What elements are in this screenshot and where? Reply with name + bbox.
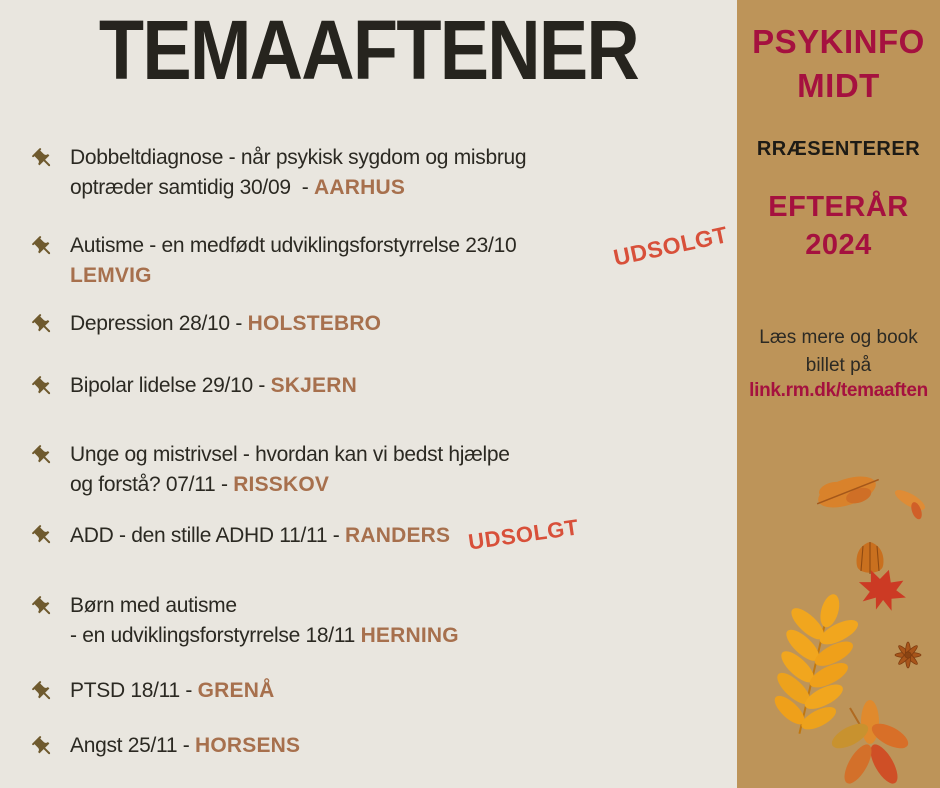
event-text <box>70 309 381 339</box>
pushpin-icon <box>28 144 58 174</box>
autumn-leaf-oak <box>812 468 883 515</box>
event-item <box>28 676 274 707</box>
autumn-leaf-bottom <box>828 700 912 788</box>
event-title: og forstå? 07/11 - <box>70 473 234 496</box>
pushpin-icon <box>28 310 58 340</box>
event-city: AARHUS <box>314 176 406 199</box>
event-text <box>70 591 459 651</box>
star-anise <box>895 642 921 668</box>
season-line2: 2024 <box>805 229 872 261</box>
event-text <box>70 731 300 761</box>
event-text <box>70 371 357 401</box>
sold-out-badge: UDSOLGT <box>466 514 581 555</box>
event-item <box>28 514 581 555</box>
event-item <box>28 143 526 203</box>
event-title: - en udviklingsforstyrrelse 18/11 <box>70 624 361 647</box>
event-title: Autisme - en medfødt udviklingsforstyrrelse 23/10 <box>70 234 517 257</box>
booking-info-line1: Læs mere og book <box>759 327 918 348</box>
event-title: Depression 28/10 - <box>70 312 248 335</box>
event-item <box>28 221 731 291</box>
pushpin-icon <box>28 372 58 402</box>
event-text <box>70 231 516 291</box>
event-city: HORSENS <box>195 734 301 757</box>
physalis-fruit <box>857 542 884 574</box>
event-city: LEMVIG <box>70 264 152 287</box>
event-title: Angst 25/11 - <box>70 734 195 757</box>
sold-out-badge: UDSOLGT <box>611 221 731 271</box>
event-text <box>70 143 526 203</box>
season-line1: EFTERÅR <box>768 191 909 223</box>
brand-line2: MIDT <box>797 67 880 104</box>
event-item <box>28 371 357 402</box>
event-item <box>28 440 510 500</box>
event-title: PTSD 18/11 - <box>70 679 198 702</box>
booking-info <box>737 324 940 380</box>
presents-label: RRÆSENTERER <box>756 138 921 160</box>
booking-link: link.rm.dk/temaaften <box>749 380 928 401</box>
pushpin-icon <box>28 521 58 551</box>
event-title: Dobbeltdiagnose - når psykisk sygdom og misbrug <box>70 146 527 169</box>
booking-info-line2: billet på <box>805 355 872 376</box>
event-title: Unge og mistrivsel - hvordan kan vi bedst hjælpe <box>70 443 510 466</box>
brand-line1: PSYKINFO <box>752 23 925 60</box>
event-text <box>70 676 274 706</box>
pushpin-icon <box>28 441 58 471</box>
pushpin-icon <box>28 592 58 622</box>
autumn-leaf-small <box>888 486 931 523</box>
event-city: RISSKOV <box>233 473 330 496</box>
event-city: HOLSTEBRO <box>247 312 382 335</box>
event-city: HERNING <box>360 624 459 647</box>
autumn-leaf-rowan <box>766 586 866 740</box>
pushpin-icon <box>28 677 58 707</box>
event-title: Børn med autisme <box>70 594 237 617</box>
autumn-leaves-decoration <box>737 430 940 788</box>
event-item <box>28 591 459 651</box>
event-text <box>70 440 510 500</box>
event-city: SKJERN <box>270 374 357 397</box>
event-text <box>70 514 581 555</box>
event-item <box>28 731 300 762</box>
poster-title: TEMAAFTENER <box>98 3 639 97</box>
sidebar <box>737 0 940 788</box>
brand-name <box>737 20 940 108</box>
event-city: RANDERS <box>345 524 451 547</box>
event-title: optræder samtidig 30/09 - <box>70 176 315 199</box>
season-label <box>737 188 940 264</box>
pushpin-icon <box>28 232 58 262</box>
event-city: GRENÅ <box>197 679 275 702</box>
pushpin-icon <box>28 732 58 762</box>
event-title: ADD - den stille ADHD 11/11 - <box>70 524 345 547</box>
event-item <box>28 309 381 340</box>
event-title: Bipolar lidelse 29/10 - <box>70 374 271 397</box>
